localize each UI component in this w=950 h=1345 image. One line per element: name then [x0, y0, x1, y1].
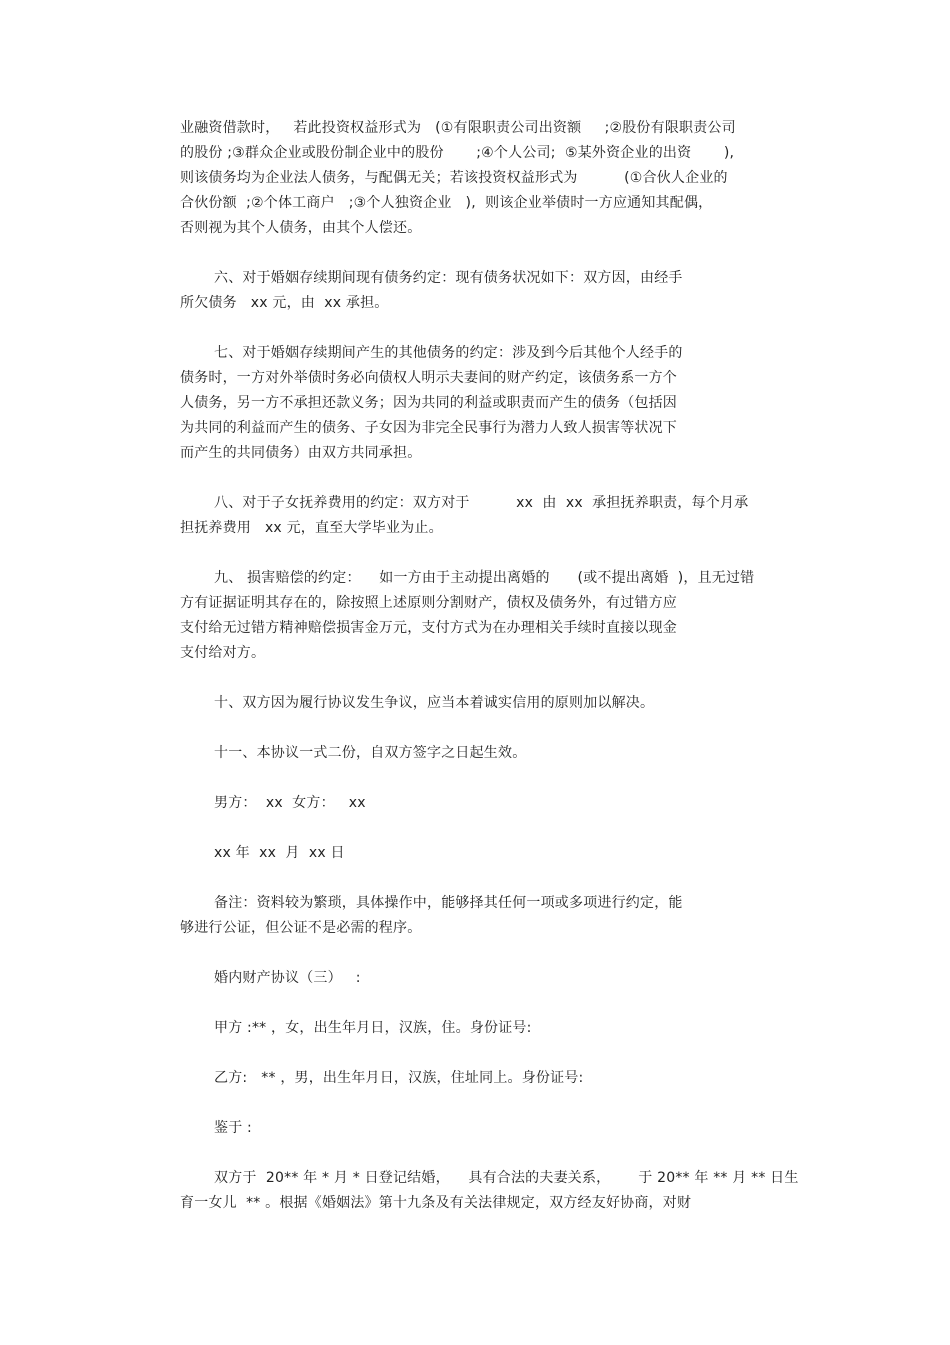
clause-6-line: 所欠债务 xx 元，由 xx 承担。: [180, 295, 389, 311]
whereas-heading: 鉴于 :: [214, 1120, 252, 1136]
clause-8-line: 担抚养费用 xx 元，直至大学毕业为止。: [180, 520, 443, 536]
clause-6-line: 六、对于婚姻存续期间现有债务约定：现有债务状况如下：双方因，由经手: [214, 270, 683, 286]
agreement-title: 婚内财产协议（三） :: [214, 970, 361, 986]
clause-9-line: 支付给对方。: [180, 645, 266, 661]
clause-11: 十一、本协议一式二份，自双方签字之日起生效。: [214, 745, 527, 761]
paragraph-line: 则该债务均为企业法人债务，与配偶无关；若该投资权益形式为 (①合伙人企业的: [180, 170, 728, 186]
signature-line: 男方： xx 女方： xx: [214, 795, 366, 811]
clause-7-line: 而产生的共同债务）由双方共同承担。: [180, 445, 422, 461]
date-line: xx 年 xx 月 xx 日: [214, 845, 345, 861]
clause-7-line: 人债务，另一方不承担还款义务；因为共同的利益或职责而产生的债务（包括因: [180, 395, 677, 411]
clause-9-line: 支付给无过错方精神赔偿损害金万元，支付方式为在办理相关手续时直接以现金: [180, 620, 677, 636]
party-a-line: 甲方 :** ，女，出生年月日，汉族，住。身份证号:: [214, 1020, 532, 1036]
note-line: 备注：资料较为繁琐，具体操作中，能够择其任何一项或多项进行约定，能: [214, 895, 683, 911]
clause-7-line: 债务时，一方对外举债时务必向债权人明示夫妻间的财产约定，该债务系一方个: [180, 370, 677, 386]
recital-line: 育一女儿 ** 。根据《婚姻法》第十九条及有关法律规定，双方经友好协商，对财: [180, 1195, 692, 1211]
recital-line: 双方于 20** 年 * 月 * 日登记结婚， 具有合法的夫妻关系， 于 20** 年 ** 月 ** 日生: [214, 1170, 799, 1186]
clause-7-line: 七、对于婚姻存续期间产生的其他债务的约定：涉及到今后其他个人经手的: [214, 345, 683, 361]
paragraph-line: 的股份 ;③群众企业或股份制企业中的股份 ;④个人公司; ⑤某外资企业的出资 ),: [180, 145, 735, 161]
party-b-line: 乙方: ** ，男，出生年月日，汉族，住址同上。身份证号:: [214, 1070, 584, 1086]
clause-7-line: 为共同的利益而产生的债务、子女因为非完全民事行为潜力人致人损害等状况下: [180, 420, 677, 436]
note-line: 够进行公证，但公证不是必需的程序。: [180, 920, 422, 936]
paragraph-line: 合伙份额 ;②个体工商户 ;③个人独资企业 ), 则该企业举债时一方应通知其配偶，: [180, 195, 713, 211]
clause-8-line: 八、对于子女抚养费用的约定：双方对于 xx 由 xx 承担抚养职责，每个月承: [214, 495, 749, 511]
paragraph-line: 业融资借款时， 若此投资权益形式为 (①有限职责公司出资额 ;②股份有限职责公司: [180, 120, 736, 136]
clause-9-line: 方有证据证明其存在的，除按照上述原则分割财产，债权及债务外，有过错方应: [180, 595, 677, 611]
clause-9-line: 九、 损害赔偿的约定： 如一方由于主动提出离婚的 (或不提出离婚 )，且无过错: [214, 570, 755, 586]
clause-10: 十、双方因为履行协议发生争议，应当本着诚实信用的原则加以解决。: [214, 695, 655, 711]
paragraph-line: 否则视为其个人债务，由其个人偿还。: [180, 220, 422, 236]
